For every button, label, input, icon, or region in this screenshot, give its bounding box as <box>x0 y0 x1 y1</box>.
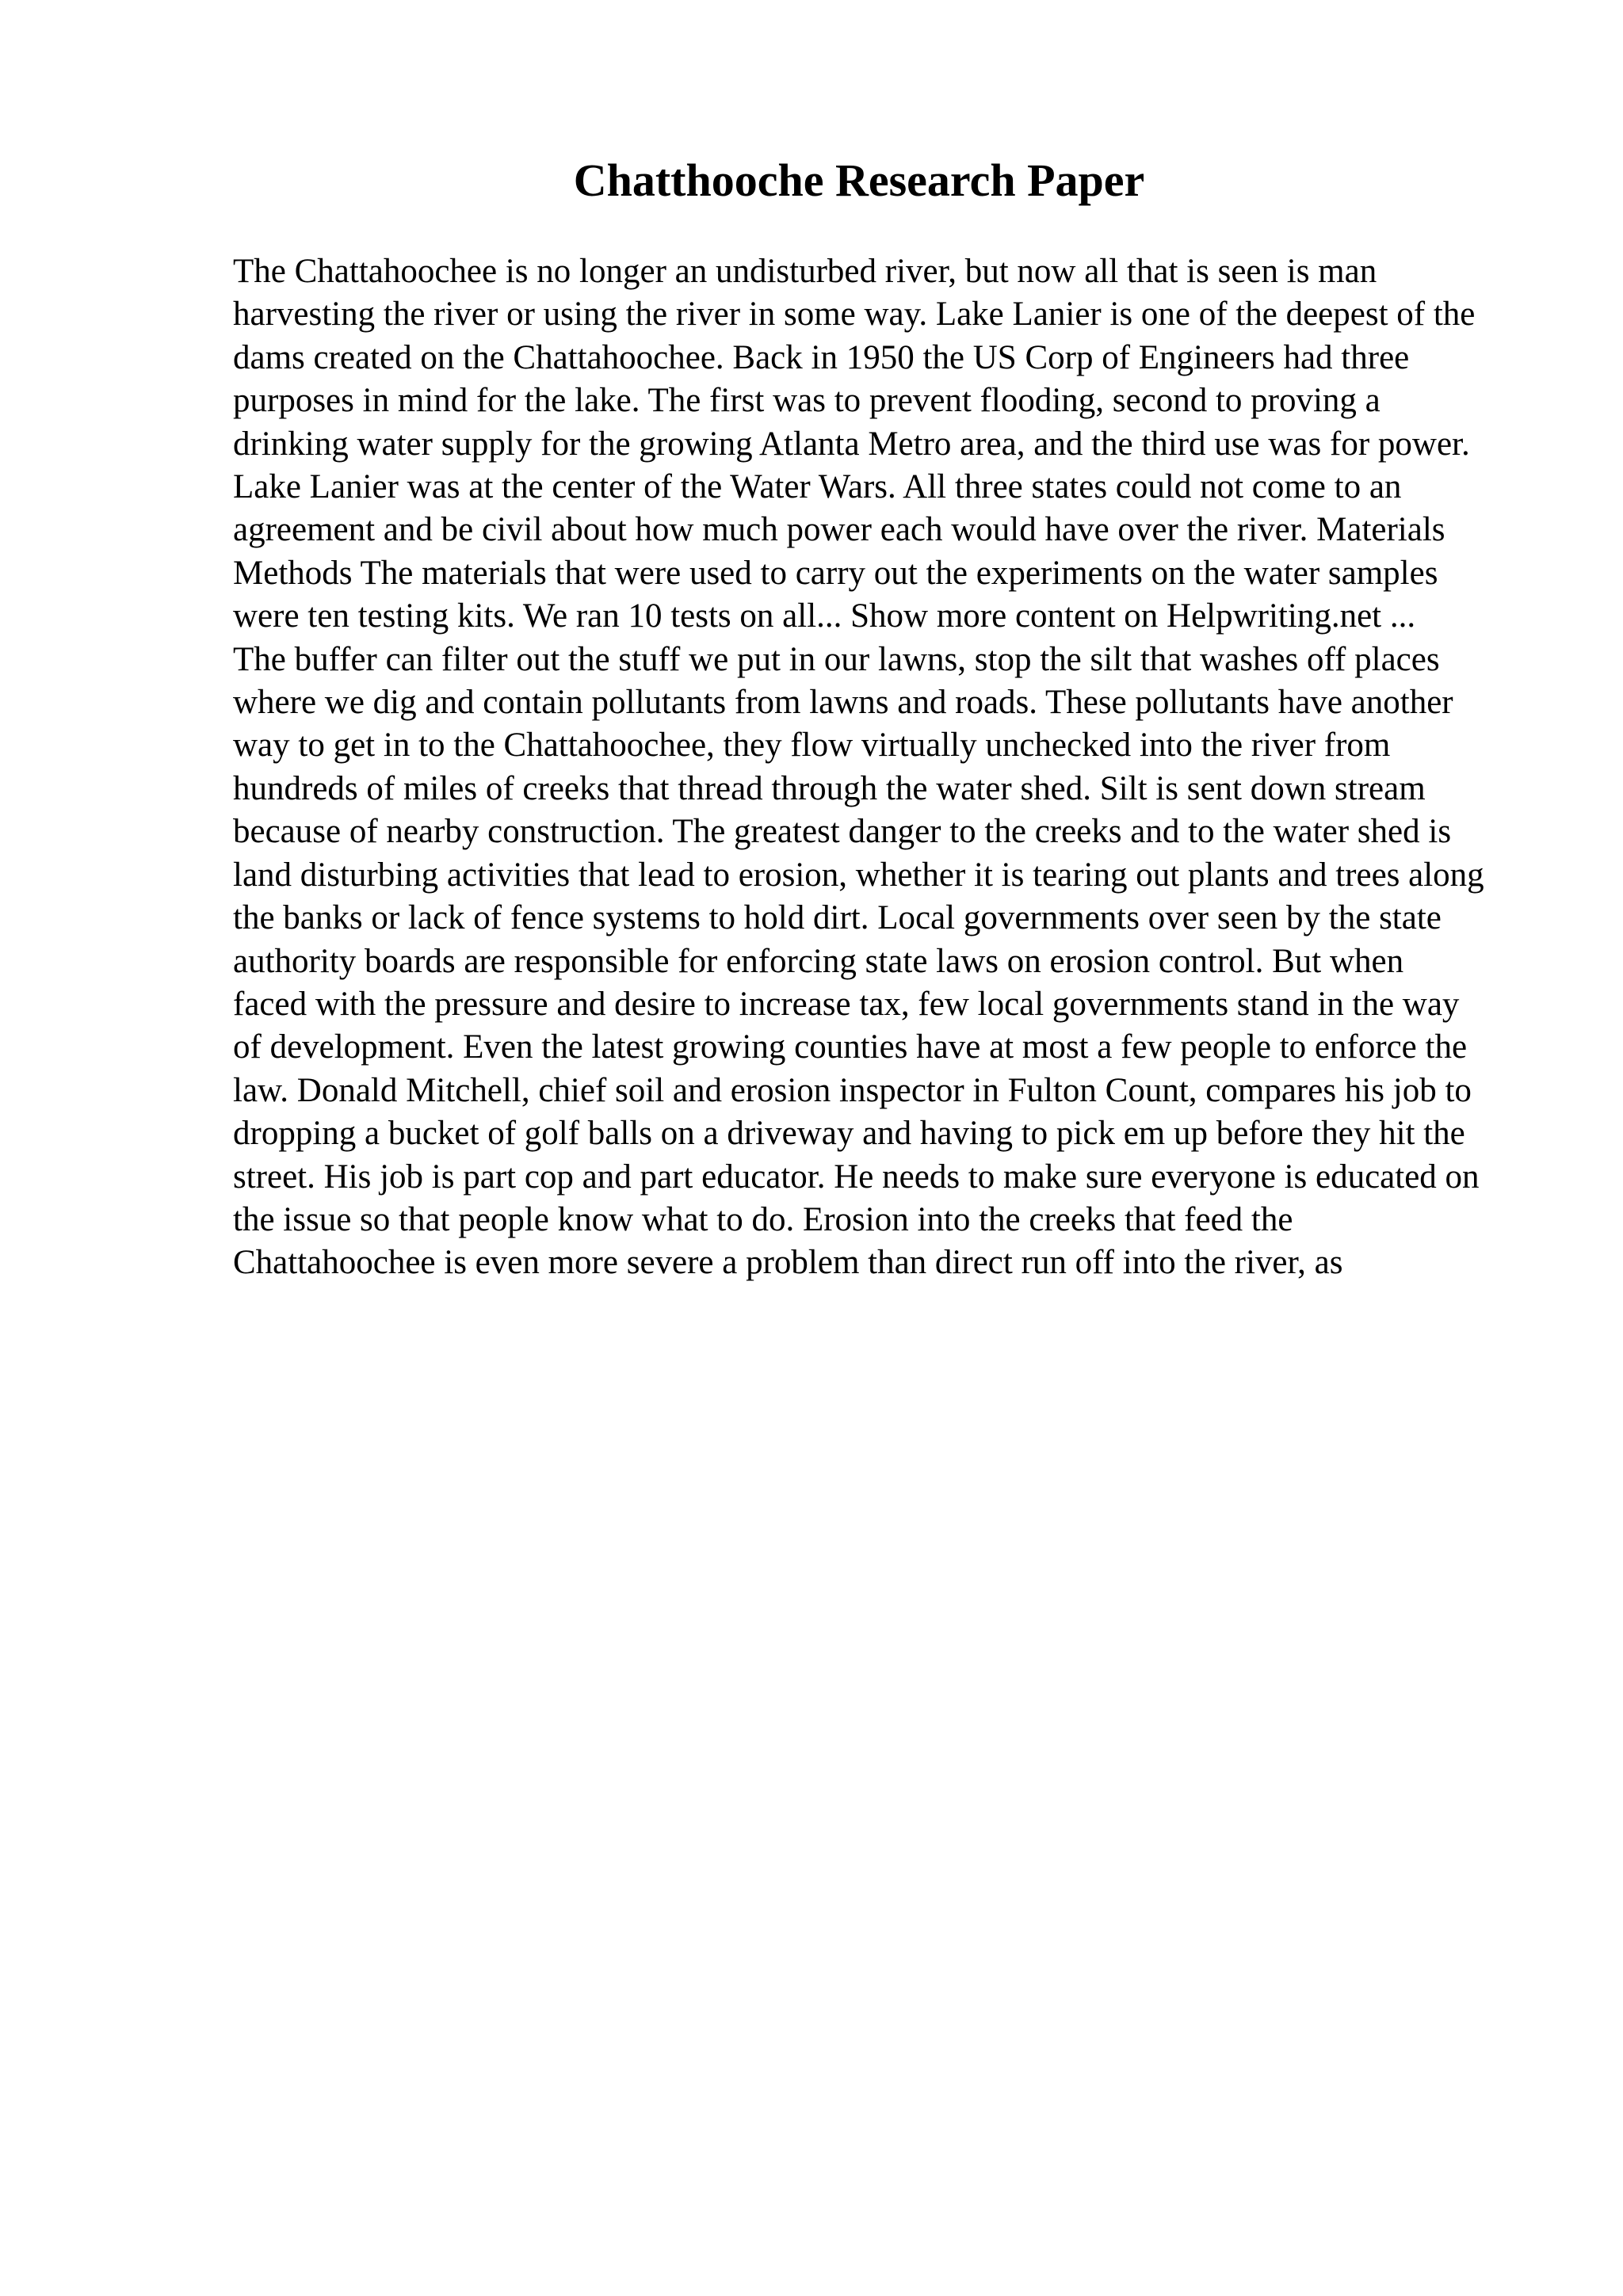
paragraph-2: The buffer can filter out the stuff we put in our lawns, stop the silt that washes off places where we dig and contain pollutants from lawns and roads. These pollutants have another way to get in to the Chattahoochee, they flow virtually unchecked into the river from hundreds of miles of creeks that thread through the water shed. Silt is sent down stream because of nearby construction. The greatest danger to the creeks and to the water shed is land disturbing activities that lead to erosion, whether it is tearing out plants and trees along the banks or lack of fence systems to hold dirt. Local governments over seen by the state authority boards are responsible for enforcing state laws on erosion control. But when faced with the pressure and desire to increase tax, few local governments stand in the way of development. Even the latest growing counties have at most a few people to enforce the law. Donald Mitchell, chief soil and erosion inspector in Fulton Count, compares his job to dropping a bucket of golf balls on a driveway and having to pick em up before they hit the street. His job is part cop and part educator. He needs to make sure everyone is educated on the issue so that people know what to do. Erosion into the creeks that feed the Chattahoochee is even more severe a problem than direct run off into the river, as <box>233 640 1484 1282</box>
document-title: Chatthooche Research Paper <box>573 154 1145 206</box>
paragraph-1: The Chattahoochee is no longer an undisturbed river, but now all that is seen is man harvesting the river or using the river in some way. Lake Lanier is one of the deepest of the dams created on the Chattahoochee. Back in 1950 the US Corp of Engineers had three purposes in mind for the lake. The first was to prevent flooding, second to proving a drinking water supply for the growing Atlanta Metro area, and the third use was for power. Lake Lanier was at the center of the Water Wars. All three states could not come to an agreement and be civil about how much power each would have over the river. Materials Methods The materials that were used to carry out the experiments on the water samples were ten testing kits. We ran 10 tests on all... Show more content on Helpwriting.net ... <box>233 253 1476 635</box>
document-body <box>233 152 1485 1285</box>
